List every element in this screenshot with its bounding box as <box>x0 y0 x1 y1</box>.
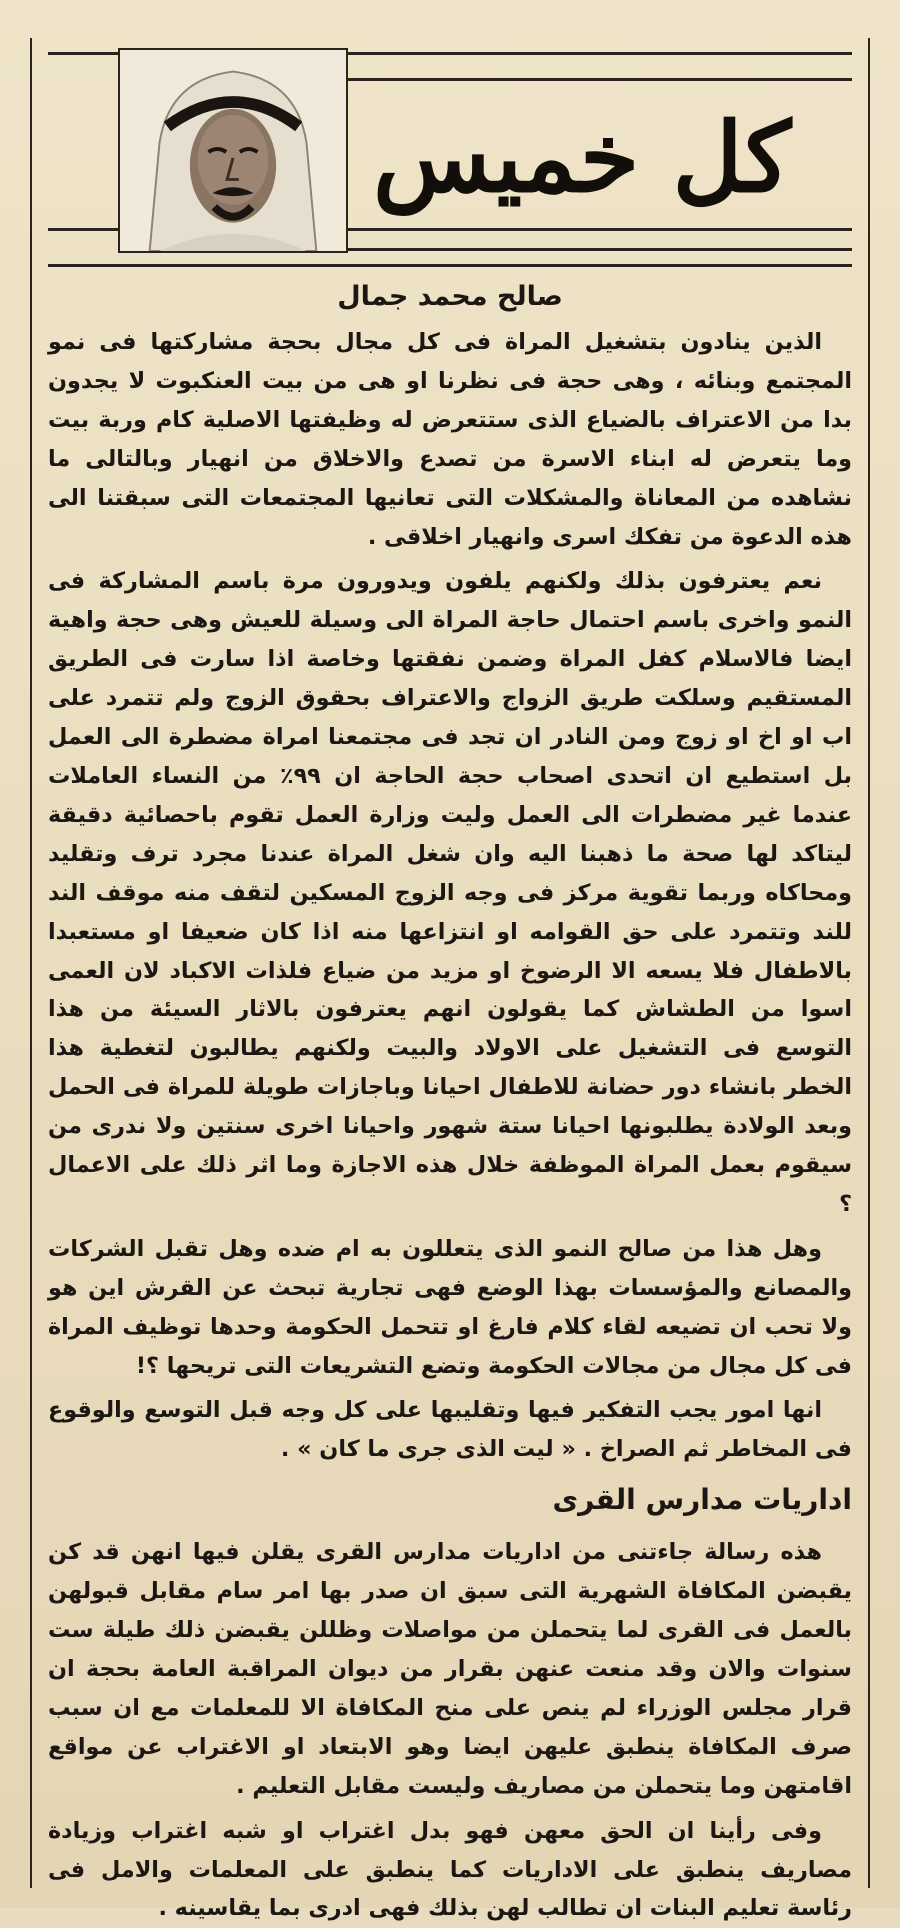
article-paragraph: وهل هذا من صالح النمو الذى يتعللون به ام ضده وهل تقبل الشركات والمصانع والمؤسسات بهذا الوضع فهى تجارية تبحث عن القرش اين هو ولا تحب ان تضيعه لقاء كلام فارغ او تتحمل الحكومة وحدها توظيف المراة فى كل مجال من مجالات الحكومة وتضع التشريعات التى تريحها ؟! <box>48 1235 852 1379</box>
masthead-rule <box>348 78 852 81</box>
column-title: كل خميس <box>372 101 792 214</box>
column-frame <box>30 38 870 1922</box>
author-name: صالح محمد جمال <box>337 281 563 312</box>
author-portrait <box>118 48 348 253</box>
article-paragraph: نعم يعترفون بذلك ولكنهم يلفون ويدورون مرة باسم المشاركة فى النمو واخرى باسم احتمال حاجة المراة الى وسيلة للعيش وهى حجة واهية ايضا فالاسلام كفل المراة وضمن نفقتها وخاصة اذا سارت فى الطريق المستقيم وسلكت طريق الزواج والاعتراف بحقوق الزوج ولم تتمرد على اب او اخ او زوج ومن النادر ان تجد فى مجتمعنا امراة مضطرة الى العمل بل استطيع ان اتحدى اصحاب حجة الحاجة ان ٩٩٪ من النساء العاملات عندما غير مضطرات الى العمل وليت وزارة العمل تقوم باحصائية دقيقة ليتاكد لها صحة ما ذهبنا اليه وان شغل المراة عندنا مجرد ترف وتقليد ومحاكاه وربما تقوية مركز فى وجه الزوج المسكين لتقف منه موقف الند للند وتتمرد على حق القوامه او انتزاعها منه اذا كان ضعيفا او مستعبدا بالاطفال فلا يسعه الا الرضوخ او مزيد من ضياع فلذات الاكباد لان العمى اسوا من الطشاش كما يقولون انهم يعترفون بالاثار السيئة من هذا التوسع فى التشغيل على الاولاد والبيت ولكنهم يطالبون لتغطية هذا الخطر بانشاء دور حضانة للاطفال احيانا وباجازات طويلة للمراة فى الحمل وبعد الولادة يطلبونها احيانا ستة شهور واحيانا اخرى سنتين ولا ندرى من سيقوم بعمل المراة الموظفة خلال هذه الاجازة وما اثر ذلك على الاعمال ؟ <box>48 568 852 1217</box>
masthead-rule <box>348 248 852 251</box>
article-body <box>48 323 852 1928</box>
article-paragraph: انها امور يجب التفكير فيها وتقليبها على كل وجه قبل التوسع والوقوع فى المخاطر ثم الصراخ . « ليت الذى جرى ما كان » . <box>48 1397 852 1463</box>
column-masthead <box>48 38 852 267</box>
article-paragraph: الذين ينادون بتشغيل المراة فى كل مجال بحجة مشاركتها فى نمو المجتمع وبنائه ، وهى حجة فى نظرنا او هى من بيت العنكبوت لا يجدون بدا من الاعتراف بالضياع الذى ستتعرض له وظيفتها الاصلية كام وربة بيت وما يتعرض له ابناء الاسرة من تصدع والاخلاق من انهيار وبالتالى ما نشاهده من المعاناة والمشكلات التى تعانيها المجتمعات التى سبقتنا الى هذه الدعوة من تفكك اسرى وانهيار اخلاقى . <box>48 329 852 550</box>
article-paragraph: هذه رسالة جاءتنى من اداريات مدارس القرى يقلن فيها انهن قد كن يقبضن المكافاة الشهرية التى سبق ان صدر بها امر سام مقابل قبولهن بالعمل فى القرى لما يتحملن من مواصلات وظللن يقبضن ذلك طيلة ست سنوات والان وقد منعت عنهن بقرار من ديوان المراقبة العامة بحجة ان قرار مجلس الوزراء لم ينص على منح المكافاة الا للمعلمات مع ان سبب صرف المكافاة ينطبق عليهن ايضا وهو الابتعاد او الاغتراب عن مواقع اقامتهن وما يتحملن من مصاريف وليست مقابل التعليم . <box>48 1539 852 1799</box>
author-portrait-illustration <box>120 50 346 251</box>
section-heading: اداريات مدارس القرى <box>552 1483 852 1517</box>
article-paragraph: وفى رأينا ان الحق معهن فهو بدل اغتراب او شبه اغتراب وزيادة مصاريف ينطبق على الاداريات كما ينطبق على المعلمات والامل فى رئاسة تعليم البنات ان تطالب لهن بذلك فهى ادرى بما يقاسينه . <box>48 1817 852 1922</box>
